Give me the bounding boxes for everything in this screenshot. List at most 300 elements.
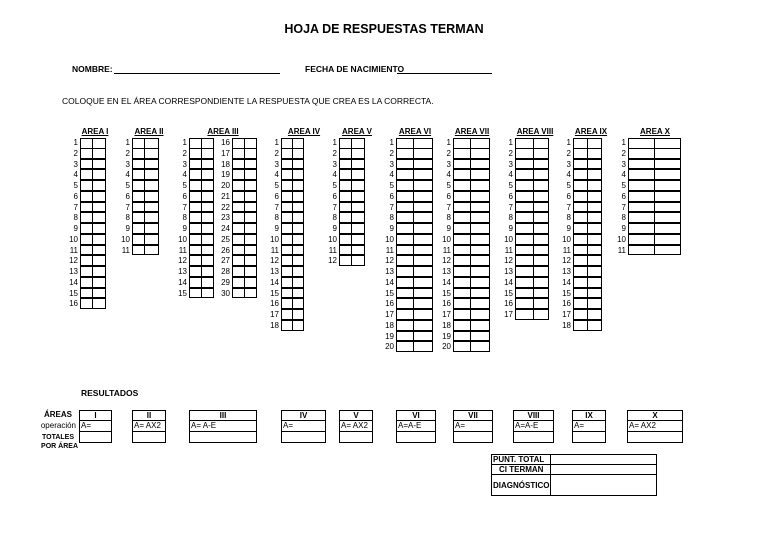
answer-cell[interactable]: [573, 169, 588, 180]
answer-cell[interactable]: [515, 202, 534, 213]
answer-cell[interactable]: [92, 223, 106, 234]
answer-cell[interactable]: [470, 212, 490, 223]
answer-cell[interactable]: [292, 180, 304, 191]
answer-cell[interactable]: [413, 277, 433, 288]
nombre-field[interactable]: [114, 73, 280, 74]
answer-cell[interactable]: [413, 266, 433, 277]
result-column: [132, 410, 166, 443]
answer-cell[interactable]: [573, 245, 588, 256]
answer-cell[interactable]: [396, 341, 414, 352]
answer-cell[interactable]: [453, 202, 471, 213]
answer-cell[interactable]: [587, 223, 602, 234]
answer-cell[interactable]: [470, 245, 490, 256]
answer-cell[interactable]: [470, 320, 490, 331]
answer-cell[interactable]: [470, 288, 490, 299]
answer-cell[interactable]: [201, 180, 214, 191]
answer-cell[interactable]: [413, 309, 433, 320]
answer-cell[interactable]: [453, 191, 471, 202]
answer-cell[interactable]: [244, 148, 257, 159]
answer-cell[interactable]: [396, 234, 414, 245]
answer-cell[interactable]: [470, 180, 490, 191]
result-column: [79, 410, 112, 443]
answer-cell[interactable]: [628, 223, 655, 234]
result-total-field[interactable]: [189, 432, 257, 443]
item-number: 14: [442, 277, 451, 287]
answer-cell[interactable]: [351, 180, 365, 191]
answer-cell[interactable]: [396, 277, 414, 288]
answer-cell[interactable]: [201, 234, 214, 245]
answer-cell[interactable]: [587, 180, 602, 191]
result-column: [339, 410, 373, 443]
answer-cell[interactable]: [144, 148, 159, 159]
fecha-nacimiento-field[interactable]: [397, 73, 492, 74]
answer-cell[interactable]: [515, 148, 534, 159]
answer-cell[interactable]: [201, 148, 214, 159]
answer-cell[interactable]: [396, 245, 414, 256]
answer-cell[interactable]: [654, 245, 681, 256]
answer-cell[interactable]: [413, 223, 433, 234]
item-number: 7: [508, 202, 513, 212]
answer-cell[interactable]: [413, 234, 433, 245]
answer-cell[interactable]: [453, 266, 471, 277]
answer-cell[interactable]: [351, 169, 365, 180]
item-number: 2: [389, 148, 394, 158]
answer-cell[interactable]: [201, 266, 214, 277]
answer-cell[interactable]: [533, 277, 549, 288]
answer-cell[interactable]: [587, 234, 602, 245]
answer-cell[interactable]: [92, 234, 106, 245]
answer-cell[interactable]: [292, 191, 304, 202]
answer-cell[interactable]: [413, 298, 433, 309]
answer-cell[interactable]: [244, 191, 257, 202]
answer-cell[interactable]: [453, 255, 471, 266]
answer-cell[interactable]: [244, 234, 257, 245]
answer-cell[interactable]: [453, 159, 471, 170]
answer-cell[interactable]: [201, 223, 214, 234]
operacion-label: operación: [40, 421, 76, 430]
answer-cell[interactable]: [628, 212, 655, 223]
answer-cell[interactable]: [396, 180, 414, 191]
answer-cell[interactable]: [244, 277, 257, 288]
answer-cell[interactable]: [292, 148, 304, 159]
answer-cell[interactable]: [587, 212, 602, 223]
answer-cell[interactable]: [515, 169, 534, 180]
answer-cell[interactable]: [453, 148, 471, 159]
answer-cell[interactable]: [201, 169, 214, 180]
answer-cell[interactable]: [396, 212, 414, 223]
answer-cell[interactable]: [515, 191, 534, 202]
answer-cell[interactable]: [201, 277, 214, 288]
answer-cell[interactable]: [573, 202, 588, 213]
answer-cell[interactable]: [628, 234, 655, 245]
answer-cell[interactable]: [201, 202, 214, 213]
answer-cell[interactable]: [587, 255, 602, 266]
answer-cell[interactable]: [453, 277, 471, 288]
answer-cell[interactable]: [573, 159, 588, 170]
answer-cell[interactable]: [92, 191, 106, 202]
answer-cell[interactable]: [413, 169, 433, 180]
answer-cell[interactable]: [92, 245, 106, 256]
answer-cell[interactable]: [201, 288, 214, 299]
answer-cell[interactable]: [292, 223, 304, 234]
item-number: 8: [125, 213, 130, 223]
answer-cell[interactable]: [515, 212, 534, 223]
answer-cell[interactable]: [453, 212, 471, 223]
answer-cell[interactable]: [453, 341, 471, 352]
answer-cell[interactable]: [244, 202, 257, 213]
answer-cell[interactable]: [351, 202, 365, 213]
answer-cell[interactable]: [533, 245, 549, 256]
answer-cell[interactable]: [92, 202, 106, 213]
answer-cell[interactable]: [244, 266, 257, 277]
result-total-field[interactable]: [396, 432, 436, 443]
diagnostico-field[interactable]: [551, 475, 657, 496]
answer-cell[interactable]: [533, 202, 549, 213]
answer-cell[interactable]: [515, 245, 534, 256]
answer-cell[interactable]: [413, 288, 433, 299]
answer-cell[interactable]: [201, 245, 214, 256]
answer-cell[interactable]: [396, 309, 414, 320]
item-number: 15: [178, 288, 187, 298]
answer-cell[interactable]: [201, 255, 214, 266]
answer-cell[interactable]: [470, 298, 490, 309]
item-number: 6: [332, 191, 337, 201]
answer-cell[interactable]: [573, 148, 588, 159]
answer-cell[interactable]: [292, 320, 304, 331]
answer-cell[interactable]: [244, 255, 257, 266]
answer-cell[interactable]: [587, 202, 602, 213]
answer-cell[interactable]: [292, 309, 304, 320]
answer-cell[interactable]: [533, 148, 549, 159]
answer-cell[interactable]: [587, 169, 602, 180]
answer-cell[interactable]: [413, 331, 433, 342]
answer-cell[interactable]: [244, 212, 257, 223]
answer-cell[interactable]: [92, 277, 106, 288]
answer-cell[interactable]: [573, 277, 588, 288]
answer-cell[interactable]: [573, 191, 588, 202]
answer-cell[interactable]: [144, 212, 159, 223]
answer-cell[interactable]: [453, 245, 471, 256]
answer-cell[interactable]: [654, 180, 681, 191]
answer-cell[interactable]: [144, 191, 159, 202]
item-number: 22: [221, 202, 230, 212]
result-total-field[interactable]: [513, 432, 554, 443]
answer-cell[interactable]: [470, 159, 490, 170]
answer-cell[interactable]: [92, 212, 106, 223]
answer-cell[interactable]: [413, 255, 433, 266]
answer-cell[interactable]: [533, 288, 549, 299]
area-title: AREA IX: [574, 127, 608, 136]
answer-cell[interactable]: [292, 159, 304, 170]
item-number: 2: [508, 148, 513, 158]
answer-cell[interactable]: [413, 341, 433, 352]
answer-cell[interactable]: [244, 245, 257, 256]
answer-cell[interactable]: [351, 159, 365, 170]
area-title: AREA VII: [454, 127, 490, 136]
answer-cell[interactable]: [654, 159, 681, 170]
answer-cell[interactable]: [201, 159, 214, 170]
answer-cell[interactable]: [396, 223, 414, 234]
answer-cell[interactable]: [515, 255, 534, 266]
answer-cell[interactable]: [573, 309, 588, 320]
answer-cell[interactable]: [470, 234, 490, 245]
answer-cell[interactable]: [453, 288, 471, 299]
answer-cell[interactable]: [654, 169, 681, 180]
answer-cell[interactable]: [292, 255, 304, 266]
result-total-field[interactable]: [281, 432, 326, 443]
answer-cell[interactable]: [413, 180, 433, 191]
answer-cell[interactable]: [628, 169, 655, 180]
answer-cell[interactable]: [396, 298, 414, 309]
answer-cell[interactable]: [470, 148, 490, 159]
answer-cell[interactable]: [396, 266, 414, 277]
answer-cell[interactable]: [470, 266, 490, 277]
answer-cell[interactable]: [573, 298, 588, 309]
fecha-nacimiento-label: FECHA DE NACIMIENTO: [305, 64, 405, 74]
item-number: 6: [621, 191, 626, 201]
answer-cell[interactable]: [396, 255, 414, 266]
answer-cell[interactable]: [144, 169, 159, 180]
answer-cell[interactable]: [351, 223, 365, 234]
answer-cell[interactable]: [453, 320, 471, 331]
answer-cell[interactable]: [396, 331, 414, 342]
answer-cell[interactable]: [144, 234, 159, 245]
answer-cell[interactable]: [244, 223, 257, 234]
answer-cell[interactable]: [413, 148, 433, 159]
answer-cell[interactable]: [453, 309, 471, 320]
answer-cell[interactable]: [396, 148, 414, 159]
answer-cell[interactable]: [351, 245, 365, 256]
answer-cell[interactable]: [573, 180, 588, 191]
answer-cell[interactable]: [573, 212, 588, 223]
result-area-header: VIII: [513, 410, 554, 421]
answer-cell[interactable]: [92, 266, 106, 277]
result-total-field[interactable]: [132, 432, 166, 443]
answer-cell[interactable]: [292, 266, 304, 277]
answer-cell[interactable]: [654, 234, 681, 245]
result-column: [189, 410, 257, 443]
answer-cell[interactable]: [533, 169, 549, 180]
answer-cell[interactable]: [587, 298, 602, 309]
answer-cell[interactable]: [92, 159, 106, 170]
answer-cell[interactable]: [470, 341, 490, 352]
item-number: 2: [125, 148, 130, 158]
answer-cell[interactable]: [515, 234, 534, 245]
answer-cell[interactable]: [573, 288, 588, 299]
answer-cell[interactable]: [396, 202, 414, 213]
item-number: 3: [621, 159, 626, 169]
answer-cell[interactable]: [587, 288, 602, 299]
answer-cell[interactable]: [292, 202, 304, 213]
answer-cell[interactable]: [92, 255, 106, 266]
answer-cell[interactable]: [244, 169, 257, 180]
answer-cell[interactable]: [470, 169, 490, 180]
answer-cell[interactable]: [453, 180, 471, 191]
answer-cell[interactable]: [396, 191, 414, 202]
answer-cell[interactable]: [515, 309, 534, 320]
answer-cell[interactable]: [515, 298, 534, 309]
answer-cell[interactable]: [453, 223, 471, 234]
answer-cell[interactable]: [470, 223, 490, 234]
answer-cell[interactable]: [144, 223, 159, 234]
answer-cell[interactable]: [628, 148, 655, 159]
answer-cell[interactable]: [470, 202, 490, 213]
answer-cell[interactable]: [654, 191, 681, 202]
answer-cell[interactable]: [533, 298, 549, 309]
answer-cell[interactable]: [533, 223, 549, 234]
item-number: 12: [328, 256, 337, 266]
answer-cell[interactable]: [533, 180, 549, 191]
answer-cell[interactable]: [587, 191, 602, 202]
ci-terman-field[interactable]: [551, 465, 657, 475]
answer-cell[interactable]: [533, 191, 549, 202]
item-number: 1: [73, 138, 78, 147]
result-total-field[interactable]: [627, 432, 683, 443]
answer-cell[interactable]: [533, 234, 549, 245]
answer-cell[interactable]: [292, 234, 304, 245]
answer-cell[interactable]: [351, 191, 365, 202]
answer-cell[interactable]: [515, 266, 534, 277]
answer-cell[interactable]: [413, 320, 433, 331]
answer-cell[interactable]: [92, 298, 106, 309]
result-total-field[interactable]: [572, 432, 606, 443]
item-number: 9: [274, 224, 279, 233]
answer-cell[interactable]: [92, 148, 106, 159]
answer-cell[interactable]: [351, 212, 365, 223]
item-number: 5: [332, 181, 337, 190]
answer-cell[interactable]: [292, 288, 304, 299]
answer-cell[interactable]: [144, 245, 159, 256]
answer-cell[interactable]: [573, 266, 588, 277]
answer-cell[interactable]: [292, 169, 304, 180]
answer-cell[interactable]: [515, 288, 534, 299]
answer-cell[interactable]: [587, 159, 602, 170]
item-number: 6: [125, 191, 130, 201]
item-number: 17: [442, 310, 451, 319]
answer-cell[interactable]: [628, 159, 655, 170]
item-number: 1: [274, 138, 279, 147]
answer-cell[interactable]: [351, 148, 365, 159]
answer-cell[interactable]: [244, 159, 257, 170]
answer-cell[interactable]: [533, 266, 549, 277]
answer-cell[interactable]: [470, 309, 490, 320]
answer-cell[interactable]: [292, 245, 304, 256]
answer-cell[interactable]: [587, 266, 602, 277]
item-number: 16: [385, 299, 394, 309]
answer-cell[interactable]: [628, 202, 655, 213]
item-number: 12: [178, 256, 187, 266]
answer-cell[interactable]: [573, 234, 588, 245]
answer-cell[interactable]: [628, 180, 655, 191]
answer-cell[interactable]: [515, 277, 534, 288]
answer-cell[interactable]: [413, 245, 433, 256]
answer-cell[interactable]: [654, 223, 681, 234]
answer-cell[interactable]: [654, 148, 681, 159]
answer-cell[interactable]: [396, 320, 414, 331]
answer-cell[interactable]: [351, 255, 365, 266]
answer-column: [562, 138, 602, 332]
item-number: 9: [125, 224, 130, 233]
result-total-field[interactable]: [339, 432, 373, 443]
item-number: 7: [73, 202, 78, 212]
item-number: 7: [621, 202, 626, 212]
answer-cell[interactable]: [515, 223, 534, 234]
answer-row: [178, 288, 214, 300]
result-total-field[interactable]: [453, 432, 493, 443]
answer-cell[interactable]: [201, 212, 214, 223]
answer-cell[interactable]: [573, 255, 588, 266]
answer-cell[interactable]: [453, 234, 471, 245]
answer-cell[interactable]: [92, 288, 106, 299]
answer-cell[interactable]: [292, 212, 304, 223]
answer-cell[interactable]: [413, 191, 433, 202]
answer-cell[interactable]: [470, 255, 490, 266]
answer-cell[interactable]: [515, 159, 534, 170]
answer-cell[interactable]: [413, 202, 433, 213]
item-number: 13: [69, 267, 78, 276]
answer-cell[interactable]: [396, 169, 414, 180]
answer-cell[interactable]: [628, 245, 655, 256]
answer-cell[interactable]: [587, 148, 602, 159]
answer-cell[interactable]: [587, 309, 602, 320]
answer-cell[interactable]: [533, 309, 549, 320]
answer-cell[interactable]: [453, 169, 471, 180]
answer-cell[interactable]: [470, 277, 490, 288]
answer-cell[interactable]: [351, 234, 365, 245]
answer-cell[interactable]: [453, 331, 471, 342]
item-number: 12: [442, 256, 451, 266]
area-title: AREA II: [134, 127, 164, 136]
answer-cell[interactable]: [515, 180, 534, 191]
result-operation: A=A-E: [513, 421, 554, 432]
item-number: 3: [274, 159, 279, 169]
answer-cell[interactable]: [413, 159, 433, 170]
answer-cell[interactable]: [654, 202, 681, 213]
item-number: 9: [73, 224, 78, 233]
answer-cell[interactable]: [654, 212, 681, 223]
answer-cell[interactable]: [573, 223, 588, 234]
answer-cell[interactable]: [628, 191, 655, 202]
answer-cell[interactable]: [396, 159, 414, 170]
result-total-field[interactable]: [79, 432, 112, 443]
answer-cell[interactable]: [144, 159, 159, 170]
answer-cell[interactable]: [244, 288, 257, 299]
punt-total-field[interactable]: [551, 455, 657, 465]
answer-cell[interactable]: [533, 212, 549, 223]
answer-cell[interactable]: [587, 320, 602, 331]
answer-cell[interactable]: [92, 180, 106, 191]
answer-cell[interactable]: [144, 180, 159, 191]
answer-cell[interactable]: [292, 277, 304, 288]
result-operation: A= AX2: [339, 421, 373, 432]
answer-cell[interactable]: [413, 212, 433, 223]
answer-cell[interactable]: [587, 277, 602, 288]
result-operation: A= AX2: [627, 421, 683, 432]
answer-cell[interactable]: [92, 169, 106, 180]
answer-cell[interactable]: [292, 298, 304, 309]
answer-cell[interactable]: [244, 180, 257, 191]
answer-cell[interactable]: [587, 245, 602, 256]
answer-cell[interactable]: [470, 191, 490, 202]
answer-cell[interactable]: [144, 202, 159, 213]
answer-cell[interactable]: [573, 320, 588, 331]
answer-cell[interactable]: [453, 298, 471, 309]
answer-cell[interactable]: [470, 331, 490, 342]
answer-cell[interactable]: [533, 159, 549, 170]
answer-cell[interactable]: [396, 288, 414, 299]
answer-cell[interactable]: [201, 191, 214, 202]
answer-cell[interactable]: [533, 255, 549, 266]
